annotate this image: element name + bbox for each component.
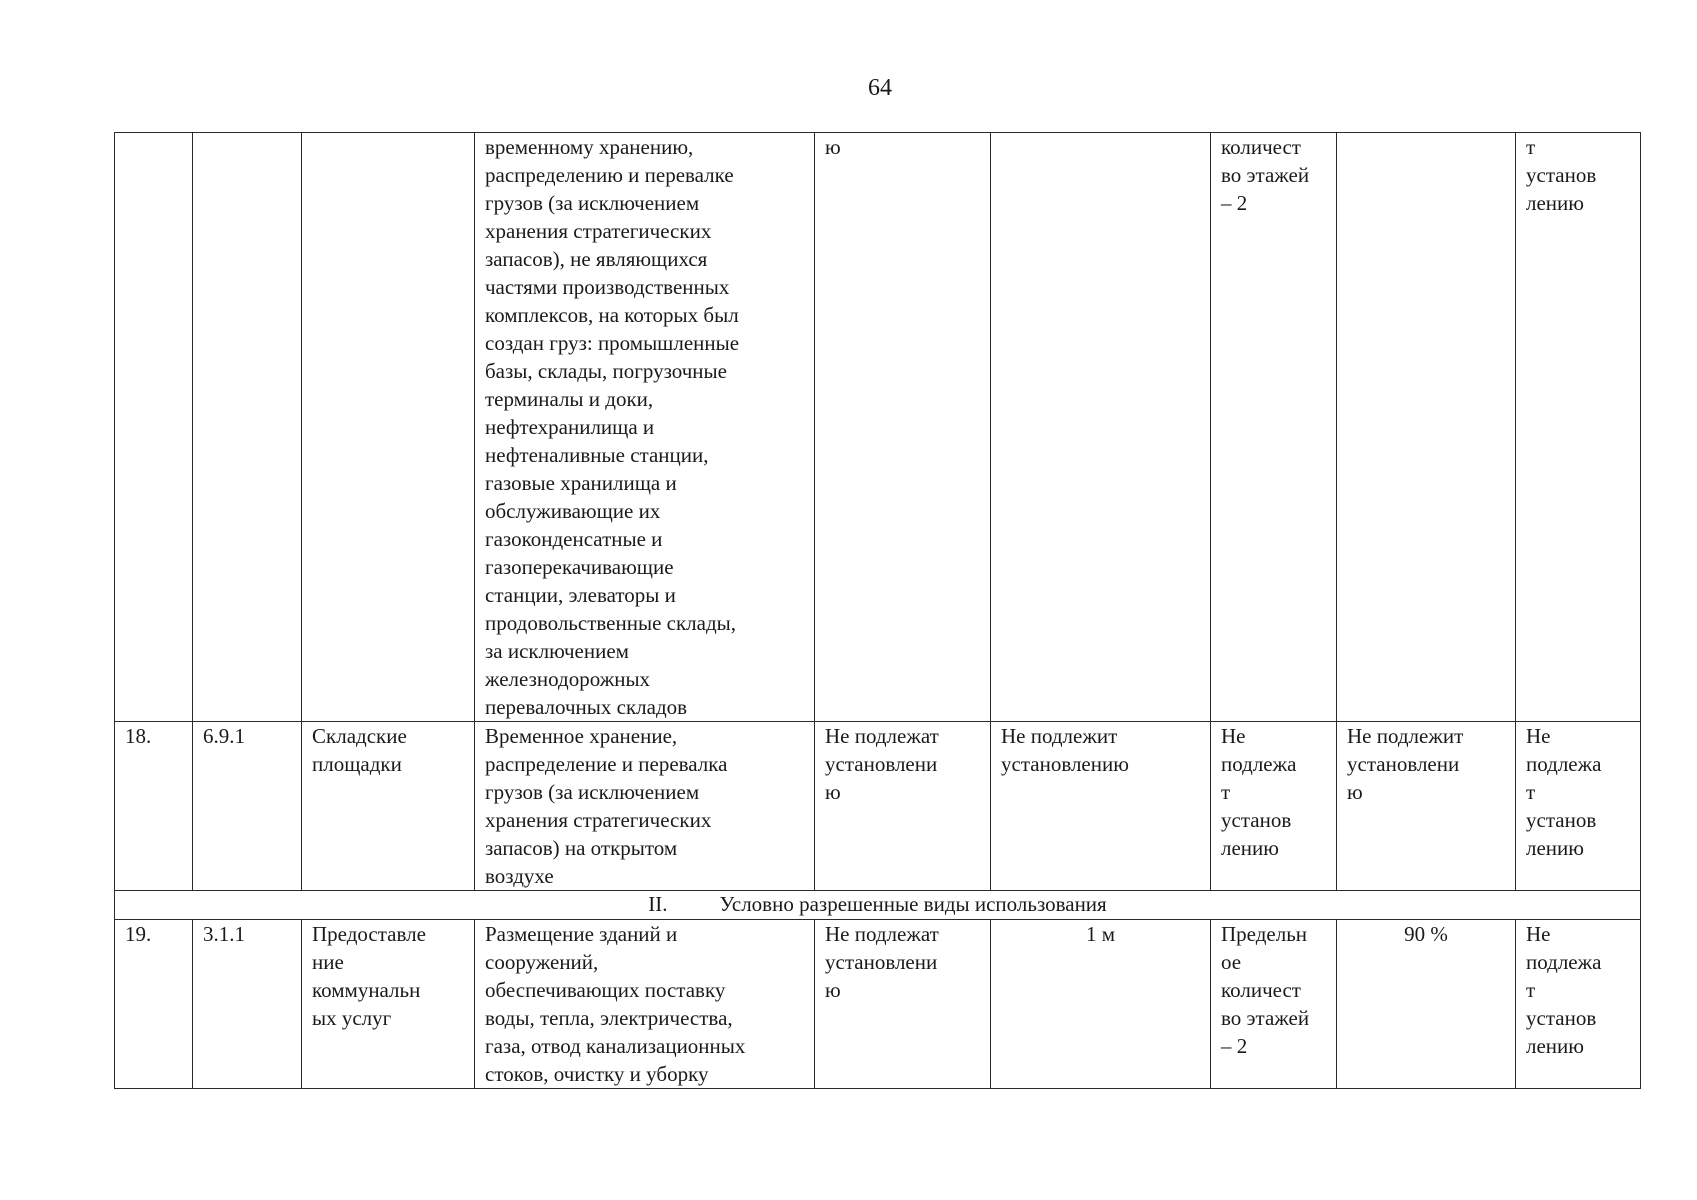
row-other-params: Не подлежа т установ лению — [1516, 920, 1641, 1089]
table-row — [115, 133, 1641, 722]
row-code: 3.1.1 — [193, 920, 302, 1089]
row-description: временному хранению, распределению и перевалке грузов (за исключением хранения стратегических запасов), не являющихся частями производственных комплексов, на которых был создан груз: промышленные базы, склады, погрузочные терминалы и доки, нефтехранилища и нефтеналивные станции, газовые хранилища и обслуживающие их газоконденсатные и газоперекачивающие станции, элеваторы и продовольственные склады, за исключением железнодорожных перевалочных складов — [475, 133, 815, 722]
section-title: Условно разрешенные виды использования — [719, 892, 1107, 916]
row-number: 18. — [115, 722, 193, 891]
row-name: Предоставле ние коммунальн ых услуг — [302, 920, 475, 1089]
row-min-setback — [991, 133, 1211, 722]
table-row — [115, 920, 1641, 1089]
row-max-coverage: Не подлежит установлени ю — [1337, 722, 1516, 891]
row-max-floors: Не подлежа т установ лению — [1211, 722, 1337, 891]
row-description: Размещение зданий и сооружений, обеспечивающих поставку воды, тепла, электричества, газа, отвод канализационных стоков, очистку и уборку — [475, 920, 815, 1089]
row-name: Складские площадки — [302, 722, 475, 891]
row-number: 19. — [115, 920, 193, 1089]
row-number — [115, 133, 193, 722]
row-code — [193, 133, 302, 722]
row-min-setback: Не подлежит установлению — [991, 722, 1211, 891]
row-name — [302, 133, 475, 722]
row-max-coverage: 90 % — [1337, 920, 1516, 1089]
row-max-coverage — [1337, 133, 1516, 722]
table-row — [115, 722, 1641, 891]
row-max-floors: Предельн ое количест во этажей – 2 — [1211, 920, 1337, 1089]
row-other-params: Не подлежа т установ лению — [1516, 722, 1641, 891]
row-code: 6.9.1 — [193, 722, 302, 891]
section-number: II. — [648, 892, 668, 916]
section-header — [115, 891, 1641, 920]
row-min-setback: 1 м — [991, 920, 1211, 1089]
row-description: Временное хранение, распределение и перевалка грузов (за исключением хранения стратегических запасов) на открытом воздухе — [475, 722, 815, 891]
page-number: 64 — [868, 75, 892, 101]
row-max-floors: количест во этажей – 2 — [1211, 133, 1337, 722]
row-min-plot-size: Не подлежат установлени ю — [815, 722, 991, 891]
land-use-table — [114, 132, 1641, 1089]
row-other-params: т установ лению — [1516, 133, 1641, 722]
section-header-row — [115, 891, 1641, 920]
row-min-plot-size: Не подлежат установлени ю — [815, 920, 991, 1089]
row-min-plot-size: ю — [815, 133, 991, 722]
